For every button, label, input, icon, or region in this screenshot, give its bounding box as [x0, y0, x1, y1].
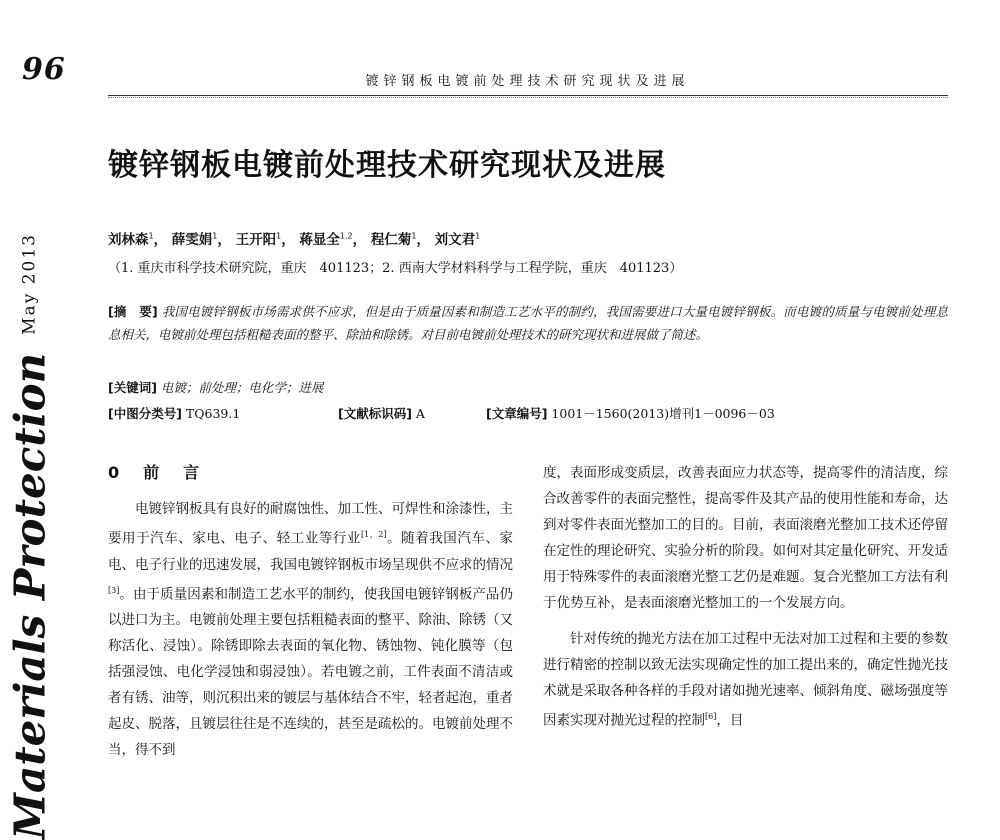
doc-code-label: [文献标识码] — [338, 406, 412, 421]
clc-label: [中图分类号] — [108, 406, 182, 421]
author-affil-mark: 1 — [148, 231, 154, 241]
doc-code-value: A — [415, 406, 425, 421]
body-paragraph — [108, 496, 513, 763]
citation: [3] — [108, 585, 120, 595]
author-name: 王开阳 — [235, 232, 277, 248]
paragraph-text: 电镀锌钢板具有良好的耐腐蚀性、加工性、可焊性和涂漆性，主要用于汽车、家电、电子、轻工业等行业 — [108, 501, 513, 547]
running-title: 镀锌钢板电镀前处理技术研究现状及进展 — [365, 74, 690, 89]
author-affil-mark: 1 — [411, 231, 417, 241]
paragraph-text: 。随着我国汽车、家电、电子行业的迅速发展，我国电镀锌钢板市场呈现供不应求的情况 — [108, 530, 514, 573]
abstract — [108, 300, 948, 346]
author-affil-mark: 1 — [212, 231, 218, 241]
paragraph-text: 。由于质量因素和制造工艺水平的制约，使我国电镀锌钢板产品仍以进口为主。电镀前处理主要包括粗糙表面的整平、除油、除锈（又称活化、浸蚀）。除锈即除去表面的氧化物、锈蚀物、钝化膜等（包括强浸蚀、电化学浸蚀和弱浸蚀）。若电镀之前，工件表面不清洁或者有锈、油等，则沉积出来的镀层与基体结合不牢，轻者起泡，重者起皮、脱落，且镀层往往是不连续的，甚至是疏松的。电镀前处理不当，得不到 — [108, 586, 513, 758]
header-rule — [108, 95, 948, 98]
body-paragraph — [543, 626, 948, 734]
author-name: 刘林森 — [108, 232, 149, 248]
keywords-text: 电镀；前处理；电化学；进展 — [160, 380, 324, 395]
author-affil-mark: 1 — [475, 231, 481, 241]
abstract-label: [摘 要] — [108, 304, 158, 319]
section-heading: 0 前 言 — [108, 463, 204, 482]
left-column — [108, 460, 513, 763]
abstract-text: 我国电镀锌钢板市场需求供不应求，但是由于质量因素和制造工艺水平的制约，我国需要进口大量电镀锌钢板。而电镀的质量与电镀前处理息息相关，电镀前处理包括粗糙表面的整平、除油和除锈。对目前电镀前处理技术的研究现状和进展做了简述。 — [108, 304, 948, 342]
page-number: 96 — [22, 52, 66, 87]
author-list: 刘林森$^1$， 薛雯娟$^1$， 王开阳$^1$， 蒋显全$^{1,2}$， 程仁菊$^1$， 刘文君$^1$ — [108, 231, 481, 248]
author-affil-mark: 1 — [276, 231, 282, 241]
author-name: 薛雯娟 — [171, 232, 213, 248]
body-paragraph: 度，表面形成变质层，改善表面应力状态等，提高零件的清洁度，综合改善零件的表面完整性，提高零件及其产品的使用性能和寿命，达到对零件表面光整加工的目的。目前，表面滚磨光整加工技术还停留在定性的理论研究、实验分析的阶段。如何对其定量化研究、开发适用于特殊零件的表面滚磨光整工艺仍是难题。复合光整加工方法有利于优势互补，是表面滚磨光整加工的一个发展方向。 — [543, 465, 948, 611]
affiliations: （1. 重庆市科学技术研究院，重庆 401123；2. 西南大学材料科学与工程学院，重庆 401123） — [108, 261, 683, 276]
side-date: May 2013 — [19, 233, 40, 335]
paragraph-text: 针对传统的抛光方法在加工过程中无法对加工过程和主要的参数进行精密的控制以致无法实现确定性的加工提出来的，确定性抛光技术就是采取各种各样的手段对诸如抛光速率、倾斜角度、磁场强度等因素实现对抛光过程的控制 — [543, 631, 948, 729]
article-number-label: [文章编号] — [486, 406, 548, 421]
author-name: 刘文君 — [434, 232, 476, 248]
keywords — [108, 378, 323, 396]
side-banner — [5, 233, 55, 840]
clc-value: TQ639.1 — [185, 406, 241, 421]
keywords-label: [关键词] — [108, 380, 157, 395]
author-affil-mark: 1,2 — [339, 231, 353, 241]
article-title: 镀锌钢板电镀前处理技术研究现状及进展 — [108, 148, 666, 183]
author-name: 程仁菊 — [370, 232, 412, 248]
author-name: 蒋显全 — [299, 232, 340, 248]
citation: [6] — [705, 712, 717, 721]
side-journal-name: Materials Protection — [5, 352, 55, 840]
article-number-value: 1001－1560(2013)增刊1－0096－03 — [551, 406, 775, 421]
paragraph-text: ，目 — [716, 712, 744, 729]
right-column — [543, 460, 948, 734]
citation: [1，2] — [360, 530, 387, 539]
